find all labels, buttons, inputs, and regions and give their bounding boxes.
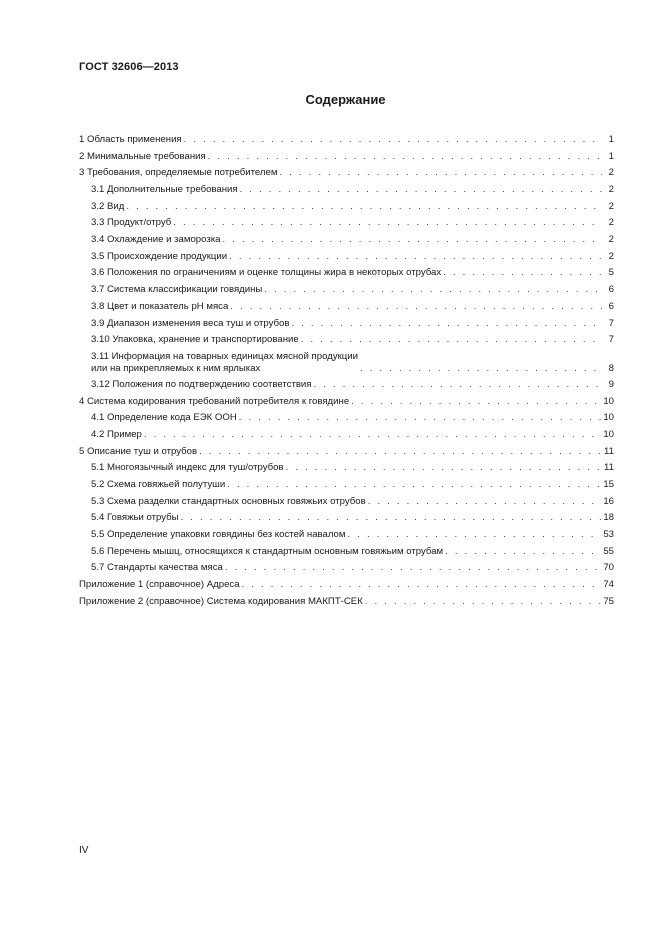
toc-entry-title: Приложение 2 (справочное) Система кодирования МАКПТ-СЕК [79, 595, 363, 607]
toc-entry-page: 2 [608, 184, 614, 196]
toc-entry-title: 3.2 Вид [91, 200, 125, 212]
toc-leader-dots [239, 410, 602, 427]
toc-entry-title: 5.6 Перечень мышц, относящихся к стандартным основным говяжьим отрубам [91, 545, 444, 557]
toc-entry-5-2[interactable] [79, 477, 614, 494]
toc-leader-dots [445, 544, 601, 561]
toc-entry-title: 1 Область применения [79, 133, 182, 145]
toc-entry-3-5[interactable] [79, 249, 614, 266]
toc-entry-page: 15 [603, 479, 614, 491]
toc-entry-4-1[interactable] [79, 410, 614, 427]
toc-entry-page: 70 [603, 562, 614, 574]
toc-entry-page: 9 [608, 378, 614, 390]
toc-leader-dots [230, 299, 602, 316]
toc-entry-page: 74 [603, 579, 614, 591]
toc-leader-dots [173, 215, 602, 232]
toc-entry-title-line2: или на прикрепляемых к ним ярлыках [91, 362, 261, 374]
toc-entry-title: 4.2 Пример [91, 428, 142, 440]
toc-leader-dots [314, 377, 603, 394]
toc-entry-3-3[interactable] [79, 215, 614, 232]
toc-entry-title: 4 Система кодирования требований потребителя к говядине [79, 395, 350, 407]
toc-entry-page: 7 [608, 317, 614, 329]
toc-entry-title: 5.2 Схема говяжьей полутуши [91, 479, 226, 491]
toc-entry-3-7[interactable] [79, 282, 614, 299]
toc-entry-title: Приложение 1 (справочное) Адреса [79, 579, 240, 591]
toc-entry-3-10[interactable] [79, 332, 614, 349]
toc-leader-dots [291, 316, 602, 333]
toc-leader-dots [360, 363, 602, 375]
table-of-contents [79, 132, 614, 611]
toc-entry-5-4[interactable] [79, 510, 614, 527]
toc-entry-4-2[interactable] [79, 427, 614, 444]
toc-entry-page: 7 [608, 334, 614, 346]
toc-entry-title: 2 Минимальные требования [79, 150, 206, 162]
toc-leader-dots [365, 594, 602, 611]
toc-leader-dots [229, 249, 602, 266]
document-code: ГОСТ 32606—2013 [79, 61, 179, 73]
toc-leader-dots [286, 460, 602, 477]
toc-entry-5-6[interactable] [79, 544, 614, 561]
toc-entry-5-3[interactable] [79, 494, 614, 511]
toc-entry-5-7[interactable] [79, 561, 614, 578]
toc-entry-2[interactable] [79, 149, 614, 166]
toc-leader-dots [279, 165, 602, 182]
toc-entry-page: 2 [608, 217, 614, 229]
toc-entry-title: 5.4 Говяжьи отрубы [91, 512, 179, 524]
toc-entry-page: 16 [603, 495, 614, 507]
toc-entry-page: 2 [608, 167, 614, 179]
toc-entry-title: 3.3 Продукт/отруб [91, 217, 172, 229]
toc-entry-title: 3.1 Дополнительные требования [91, 184, 238, 196]
toc-entry-1[interactable] [79, 132, 614, 149]
toc-leader-dots [184, 132, 602, 149]
toc-entry-page: 75 [603, 595, 614, 607]
toc-leader-dots [225, 560, 601, 577]
toc-entry-title: 3.8 Цвет и показатель рН мяса [91, 300, 229, 312]
toc-entry-title: 3.9 Диапазон изменения веса туш и отрубов [91, 317, 290, 329]
toc-entry-appendix-2[interactable] [79, 594, 614, 611]
toc-entry-3-4[interactable] [79, 232, 614, 249]
toc-entry-page: 1 [608, 133, 614, 145]
toc-entry-5[interactable] [79, 444, 614, 461]
toc-entry-3-9[interactable] [79, 316, 614, 333]
toc-leader-dots [301, 332, 602, 349]
page-title: Содержание [305, 92, 386, 107]
toc-entry-title: 5.5 Определение упаковки говядины без костей навалом [91, 529, 346, 541]
toc-leader-dots [443, 265, 602, 282]
toc-leader-dots [199, 444, 602, 461]
toc-entry-title: 3.4 Охлаждение и заморозка [91, 234, 221, 246]
toc-entry-3[interactable] [79, 165, 614, 182]
toc-entry-title: 5 Описание туш и отрубов [79, 445, 198, 457]
toc-entry-page: 2 [608, 234, 614, 246]
toc-entry-title-line1: 3.11 Информация на товарных единицах мясной продукции [91, 350, 359, 362]
toc-leader-dots [351, 394, 601, 411]
toc-entry-page: 10 [603, 412, 614, 424]
toc-entry-title: 3.6 Положения по ограничениям и оценке толщины жира в некоторых отрубах [91, 267, 442, 279]
toc-leader-dots [240, 182, 602, 199]
toc-entry-title: 3.10 Упаковка, хранение и транспортирование [91, 334, 299, 346]
toc-entry-5-5[interactable] [79, 527, 614, 544]
toc-entry-title: 5.7 Стандарты качества мяса [91, 562, 223, 574]
toc-leader-dots [144, 427, 601, 444]
toc-leader-dots [208, 149, 602, 166]
toc-entry-3-1[interactable] [79, 182, 614, 199]
toc-entry-page: 1 [608, 150, 614, 162]
page-number: IV [79, 845, 89, 856]
toc-leader-dots [242, 577, 602, 594]
toc-entry-page: 6 [608, 284, 614, 296]
toc-entry-title: 5.3 Схема разделки стандартных основных говяжьих отрубов [91, 495, 366, 507]
toc-entry-title: 4.1 Определение кода ЕЭК ООН [91, 412, 237, 424]
toc-entry-title [91, 351, 358, 375]
toc-entry-3-11[interactable] [79, 349, 614, 377]
toc-entry-title: 3.7 Система классификации говядины [91, 284, 263, 296]
toc-entry-title: 3.5 Происхождение продукции [91, 250, 228, 262]
toc-leader-dots [348, 527, 602, 544]
toc-entry-appendix-1[interactable] [79, 577, 614, 594]
toc-entry-3-8[interactable] [79, 299, 614, 316]
toc-entry-3-2[interactable] [79, 199, 614, 216]
toc-entry-page: 6 [608, 300, 614, 312]
toc-entry-page: 10 [603, 428, 614, 440]
toc-leader-dots [368, 494, 602, 511]
toc-entry-5-1[interactable] [79, 460, 614, 477]
toc-entry-title: 3 Требования, определяемые потребителем [79, 167, 278, 179]
toc-leader-dots [264, 282, 602, 299]
toc-entry-page: 11 [604, 445, 614, 457]
toc-entry-title: 5.1 Многоязычный индекс для туш/отрубов [91, 462, 284, 474]
toc-entry-title: 3.12 Положения по подтверждению соответствия [91, 378, 312, 390]
toc-entry-page: 2 [608, 250, 614, 262]
toc-leader-dots [223, 232, 603, 249]
toc-leader-dots [126, 199, 602, 216]
toc-entry-page: 11 [604, 462, 614, 474]
toc-leader-dots [181, 510, 602, 527]
toc-entry-page: 10 [603, 395, 614, 407]
toc-entry-page: 2 [608, 200, 614, 212]
toc-entry-3-6[interactable] [79, 266, 614, 283]
toc-entry-page: 53 [603, 529, 614, 541]
toc-leader-dots [227, 477, 601, 494]
toc-entry-page: 8 [608, 362, 614, 374]
toc-entry-4[interactable] [79, 394, 614, 411]
toc-entry-page: 55 [603, 545, 614, 557]
toc-entry-page: 5 [608, 267, 614, 279]
toc-entry-3-12[interactable] [79, 377, 614, 394]
toc-entry-page: 18 [603, 512, 614, 524]
